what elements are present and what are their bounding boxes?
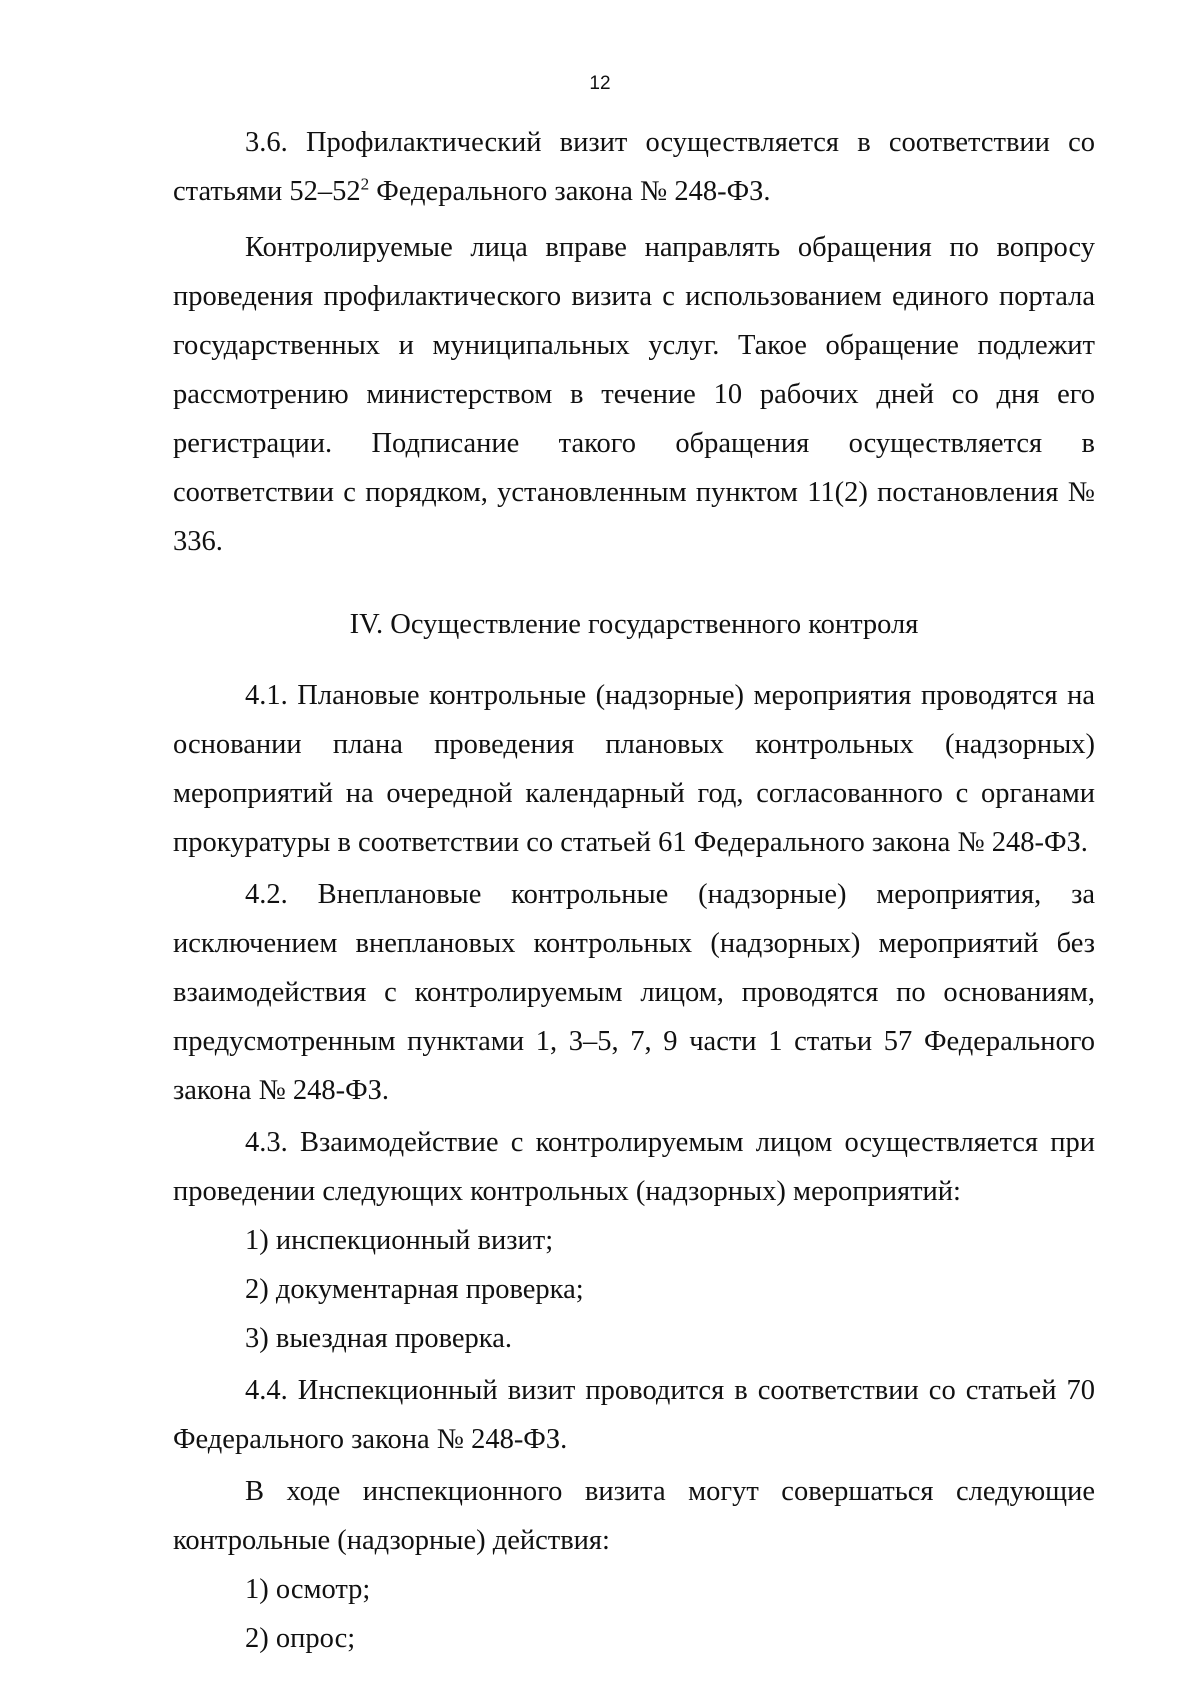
list-item: 2) документарная проверка; (245, 1274, 584, 1305)
superscript-2: 2 (360, 174, 370, 194)
page-number: 12 (589, 73, 611, 94)
list-item: 3) выездная проверка. (245, 1323, 512, 1354)
paragraph-3-6-text-end: Федерального закона № 248-ФЗ. (369, 176, 771, 207)
paragraph-3-6 (173, 118, 1095, 216)
paragraph-3-6-text: 3.6. Профилактический визит осуществляется в соответствии со статьями 52–52 (173, 127, 1095, 207)
paragraph-appeals: Контролируемые лица вправе направлять обращения по вопросу проведения профилактического визита с использованием единого портала государственных и муниципальных услуг. Такое обращение подлежит рассмотрению министерством в течение 10 рабочих дней со дня его регистрации. Подписание такого обращения осуществляется в соответствии с порядком, установленным пунктом 11(2) постановления № 336. (173, 232, 1095, 557)
list-item: 1) осмотр; (245, 1574, 371, 1605)
list-item: 2) опрос; (245, 1623, 356, 1654)
paragraph-actions: В ходе инспекционного визита могут совершаться следующие контрольные (надзорные) действия: (173, 1476, 1095, 1556)
paragraph-4-3: 4.3. Взаимодействие с контролируемым лицом осуществляется при проведении следующих контрольных (надзорных) мероприятий: (173, 1127, 1095, 1207)
section-heading-iv: IV. Осуществление государственного контроля (349, 609, 919, 640)
paragraph-4-1: 4.1. Плановые контрольные (надзорные) мероприятия проводятся на основании плана проведения плановых контрольных (надзорных) мероприятий на очередной календарный год, согласованного с органами прокуратуры в соответствии со статьей 61 Федерального закона № 248-ФЗ. (173, 680, 1095, 858)
list-item: 1) инспекционный визит; (245, 1225, 554, 1256)
document-body (173, 118, 1095, 1663)
paragraph-4-4: 4.4. Инспекционный визит проводится в соответствии со статьей 70 Федерального закона № 248-ФЗ. (173, 1375, 1095, 1455)
paragraph-4-2: 4.2. Внеплановые контрольные (надзорные) мероприятия, за исключением внеплановых контрольных (надзорных) мероприятий без взаимодействия с контролируемым лицом, проводятся по основаниям, предусмотренным пунктами 1, 3–5, 7, 9 части 1 статьи 57 Федерального закона № 248-ФЗ. (173, 879, 1095, 1106)
